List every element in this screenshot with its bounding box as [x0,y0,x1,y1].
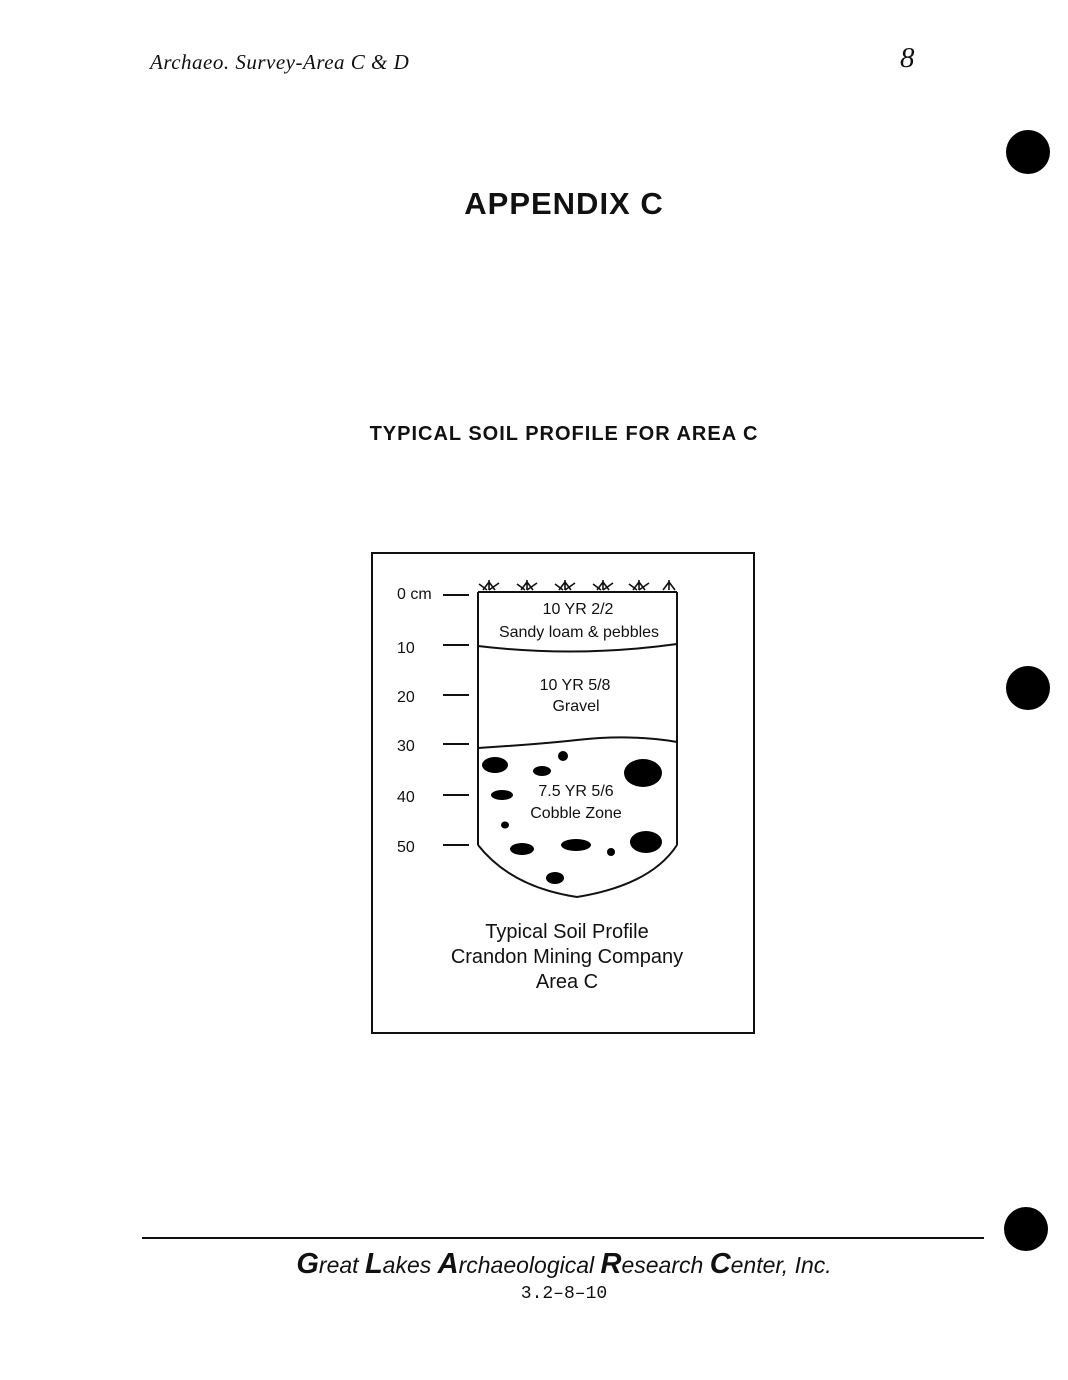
appendix-title: APPENDIX C [464,186,664,221]
layer-2-color-code: 10 YR 5/8 [539,677,611,694]
horizon-boundary-2 [478,737,677,748]
horizon-boundary-1 [478,644,677,652]
org-initial: A [437,1248,459,1280]
org-word: reat [318,1252,365,1278]
figure-heading: TYPICAL SOIL PROFILE FOR AREA C [369,423,759,445]
depth-label-40: 40 [397,789,415,806]
cobble [607,848,615,856]
cobble [630,831,662,853]
punch-hole-icon [1006,666,1050,710]
cobble [546,872,564,884]
depth-label-20: 20 [397,689,415,706]
footer-organization [0,1248,1068,1281]
depth-label-30: 30 [397,738,415,755]
caption-line-3: Area C [535,971,599,993]
caption-line-1: Typical Soil Profile [485,921,649,943]
page-number: 8 [900,42,915,74]
cobble [533,766,551,776]
cobble [558,751,568,761]
layer-3-description: Cobble Zone [530,805,622,822]
layer-1-description: Sandy loam & pebbles [498,624,660,641]
cobble [510,843,534,855]
figure-caption [371,920,763,995]
org-initial: G [296,1248,319,1280]
punch-hole-icon [1006,130,1050,174]
footer-rule [142,1237,984,1239]
document-code: 3.2–8–10 [520,1284,608,1304]
org-word: esearch [621,1252,710,1278]
grass-surface-icon [479,580,675,590]
caption-line-2: Crandon Mining Company [450,946,684,968]
cobble [482,757,508,773]
layer-3-color-code: 7.5 YR 5/6 [538,783,614,800]
punch-hole-icon [1004,1207,1048,1251]
layer-1-color-code: 10 YR 2/2 [542,601,614,618]
depth-ticks [443,595,469,845]
layer-2-description: Gravel [552,698,600,715]
org-word: rchaeological [458,1252,601,1278]
org-word: akes [382,1252,438,1278]
depth-label-50: 50 [397,839,415,856]
cobble [624,759,662,787]
cobble [561,839,591,851]
running-title: Archaeo. Survey-Area C & D [150,50,410,74]
org-word: enter, Inc. [730,1252,832,1278]
org-initial: R [600,1248,622,1280]
cobble [501,822,509,829]
soil-profile-diagram [371,552,753,912]
org-initial: C [709,1248,731,1280]
org-initial: L [364,1248,383,1280]
depth-label-0: 0 cm [397,586,432,603]
cobble [491,790,513,800]
depth-label-10: 10 [397,640,415,657]
